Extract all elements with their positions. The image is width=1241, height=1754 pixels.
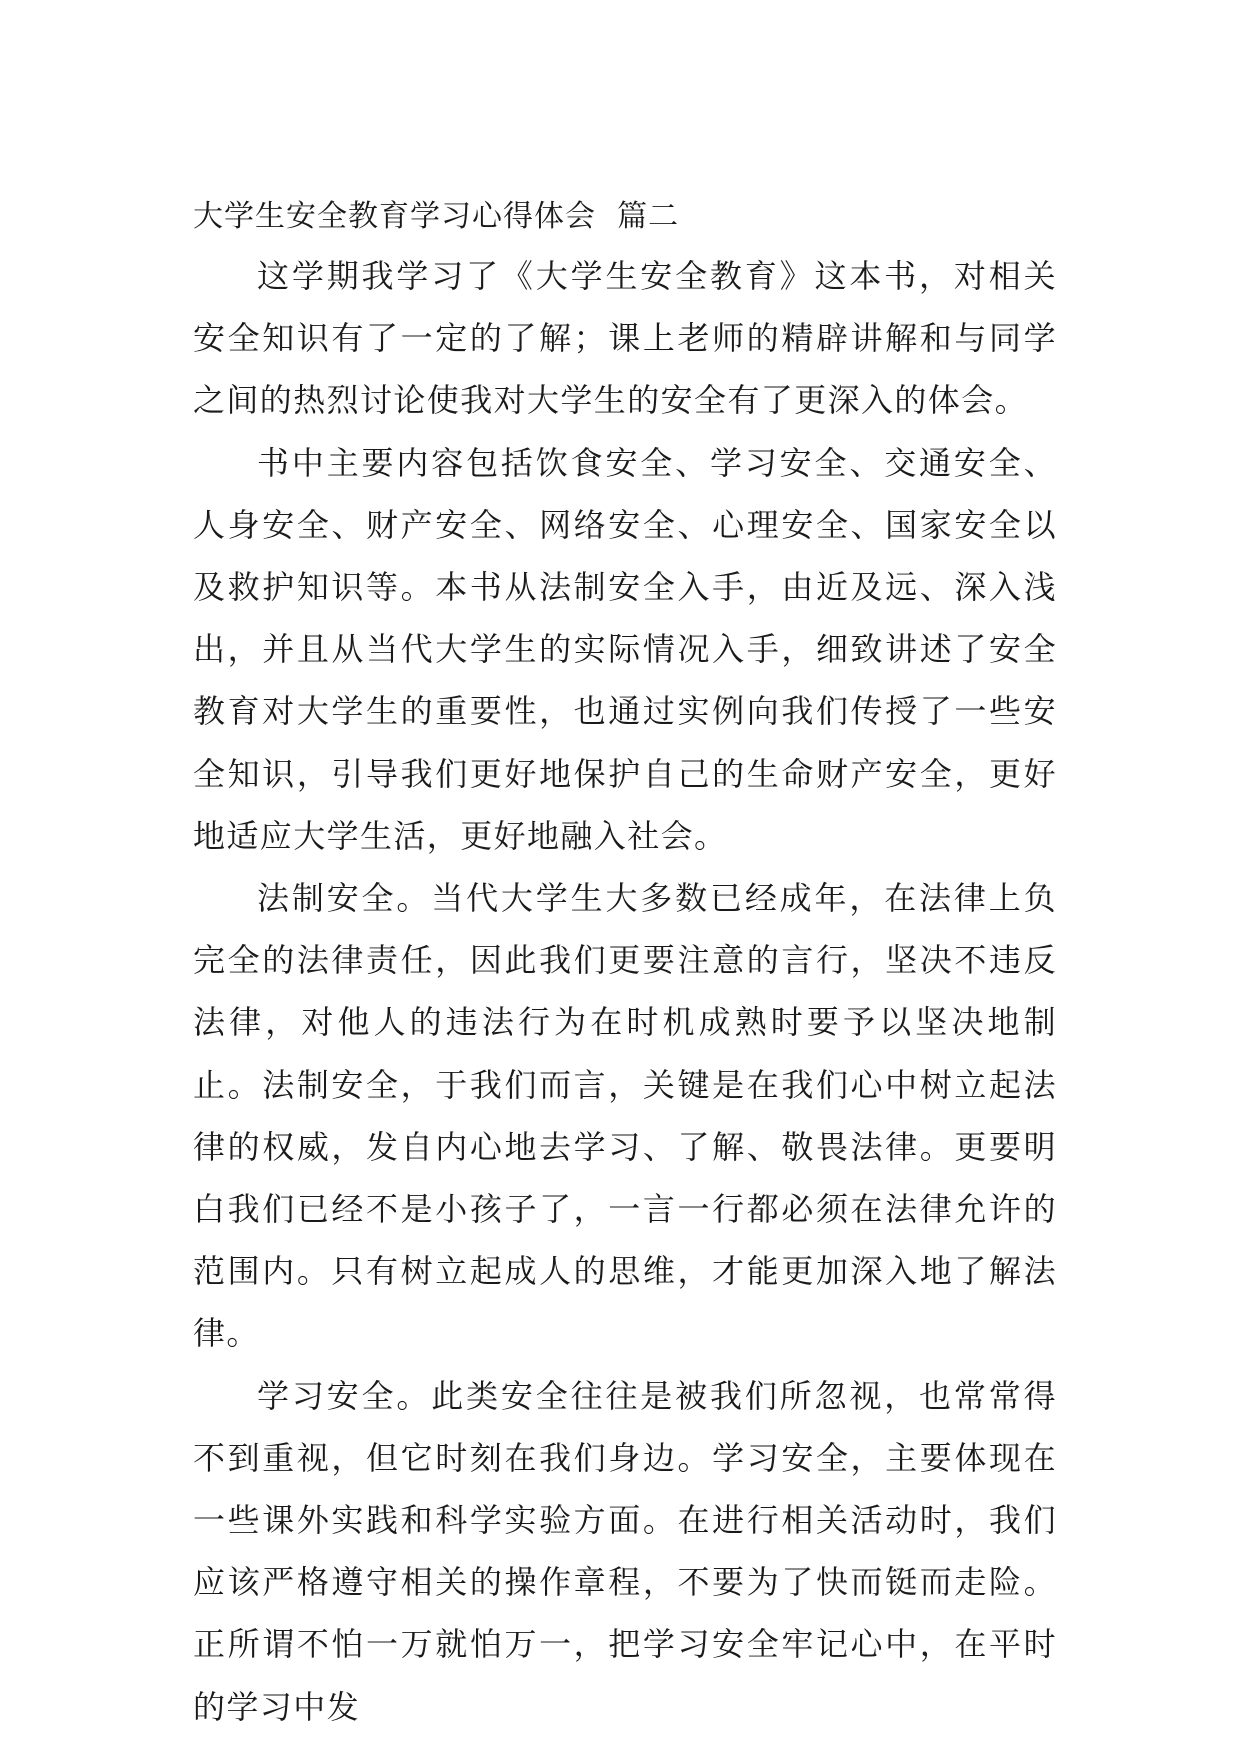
document-title: 大学生安全教育学习心得体会 篇二 xyxy=(193,199,680,234)
paragraph-study-safety: 学习安全。此类安全往往是被我们所忽视，也常常得不到重视，但它时刻在我们身边。学习安全，主要体现在一些课外实践和科学实验方面。在进行相关活动时，我们应该严格遵守相关的操作章程，不要为了快而铤而走险。正所谓不怕一万就怕万一，把学习安全牢记心中，在平时的学习中发 xyxy=(193,1376,1057,1726)
paragraph-book-contents: 书中主要内容包括饮食安全、学习安全、交通安全、人身安全、财产安全、网络安全、心理安全、国家安全以及救护知识等。本书从法制安全入手，由近及远、深入浅出，并且从当代大学生的实际情况入手，细致讲述了安全教育对大学生的重要性，也通过实例向我们传授了一些安全知识，引导我们更好地保护自己的生命财产安全，更好地适应大学生活，更好地融入社会。 xyxy=(193,443,1057,855)
paragraph-intro: 这学期我学习了《大学生安全教育》这本书，对相关安全知识有了一定的了解；课上老师的精辟讲解和与同学之间的热烈讨论使我对大学生的安全有了更深入的体会。 xyxy=(193,257,1057,420)
document-body xyxy=(193,189,1057,1738)
paragraph-legal-safety: 法制安全。当代大学生大多数已经成年，在法律上负完全的法律责任，因此我们更要注意的言行，坚决不违反法律，对他人的违法行为在时机成熟时要予以坚决地制止。法制安全，于我们而言，关键是在我们心中树立起法律的权威，发自内心地去学习、了解、敬畏法律。更要明白我们已经不是小孩子了，一言一行都必须在法律允许的范围内。只有树立起成人的思维，才能更加深入地了解法律。 xyxy=(193,879,1057,1353)
